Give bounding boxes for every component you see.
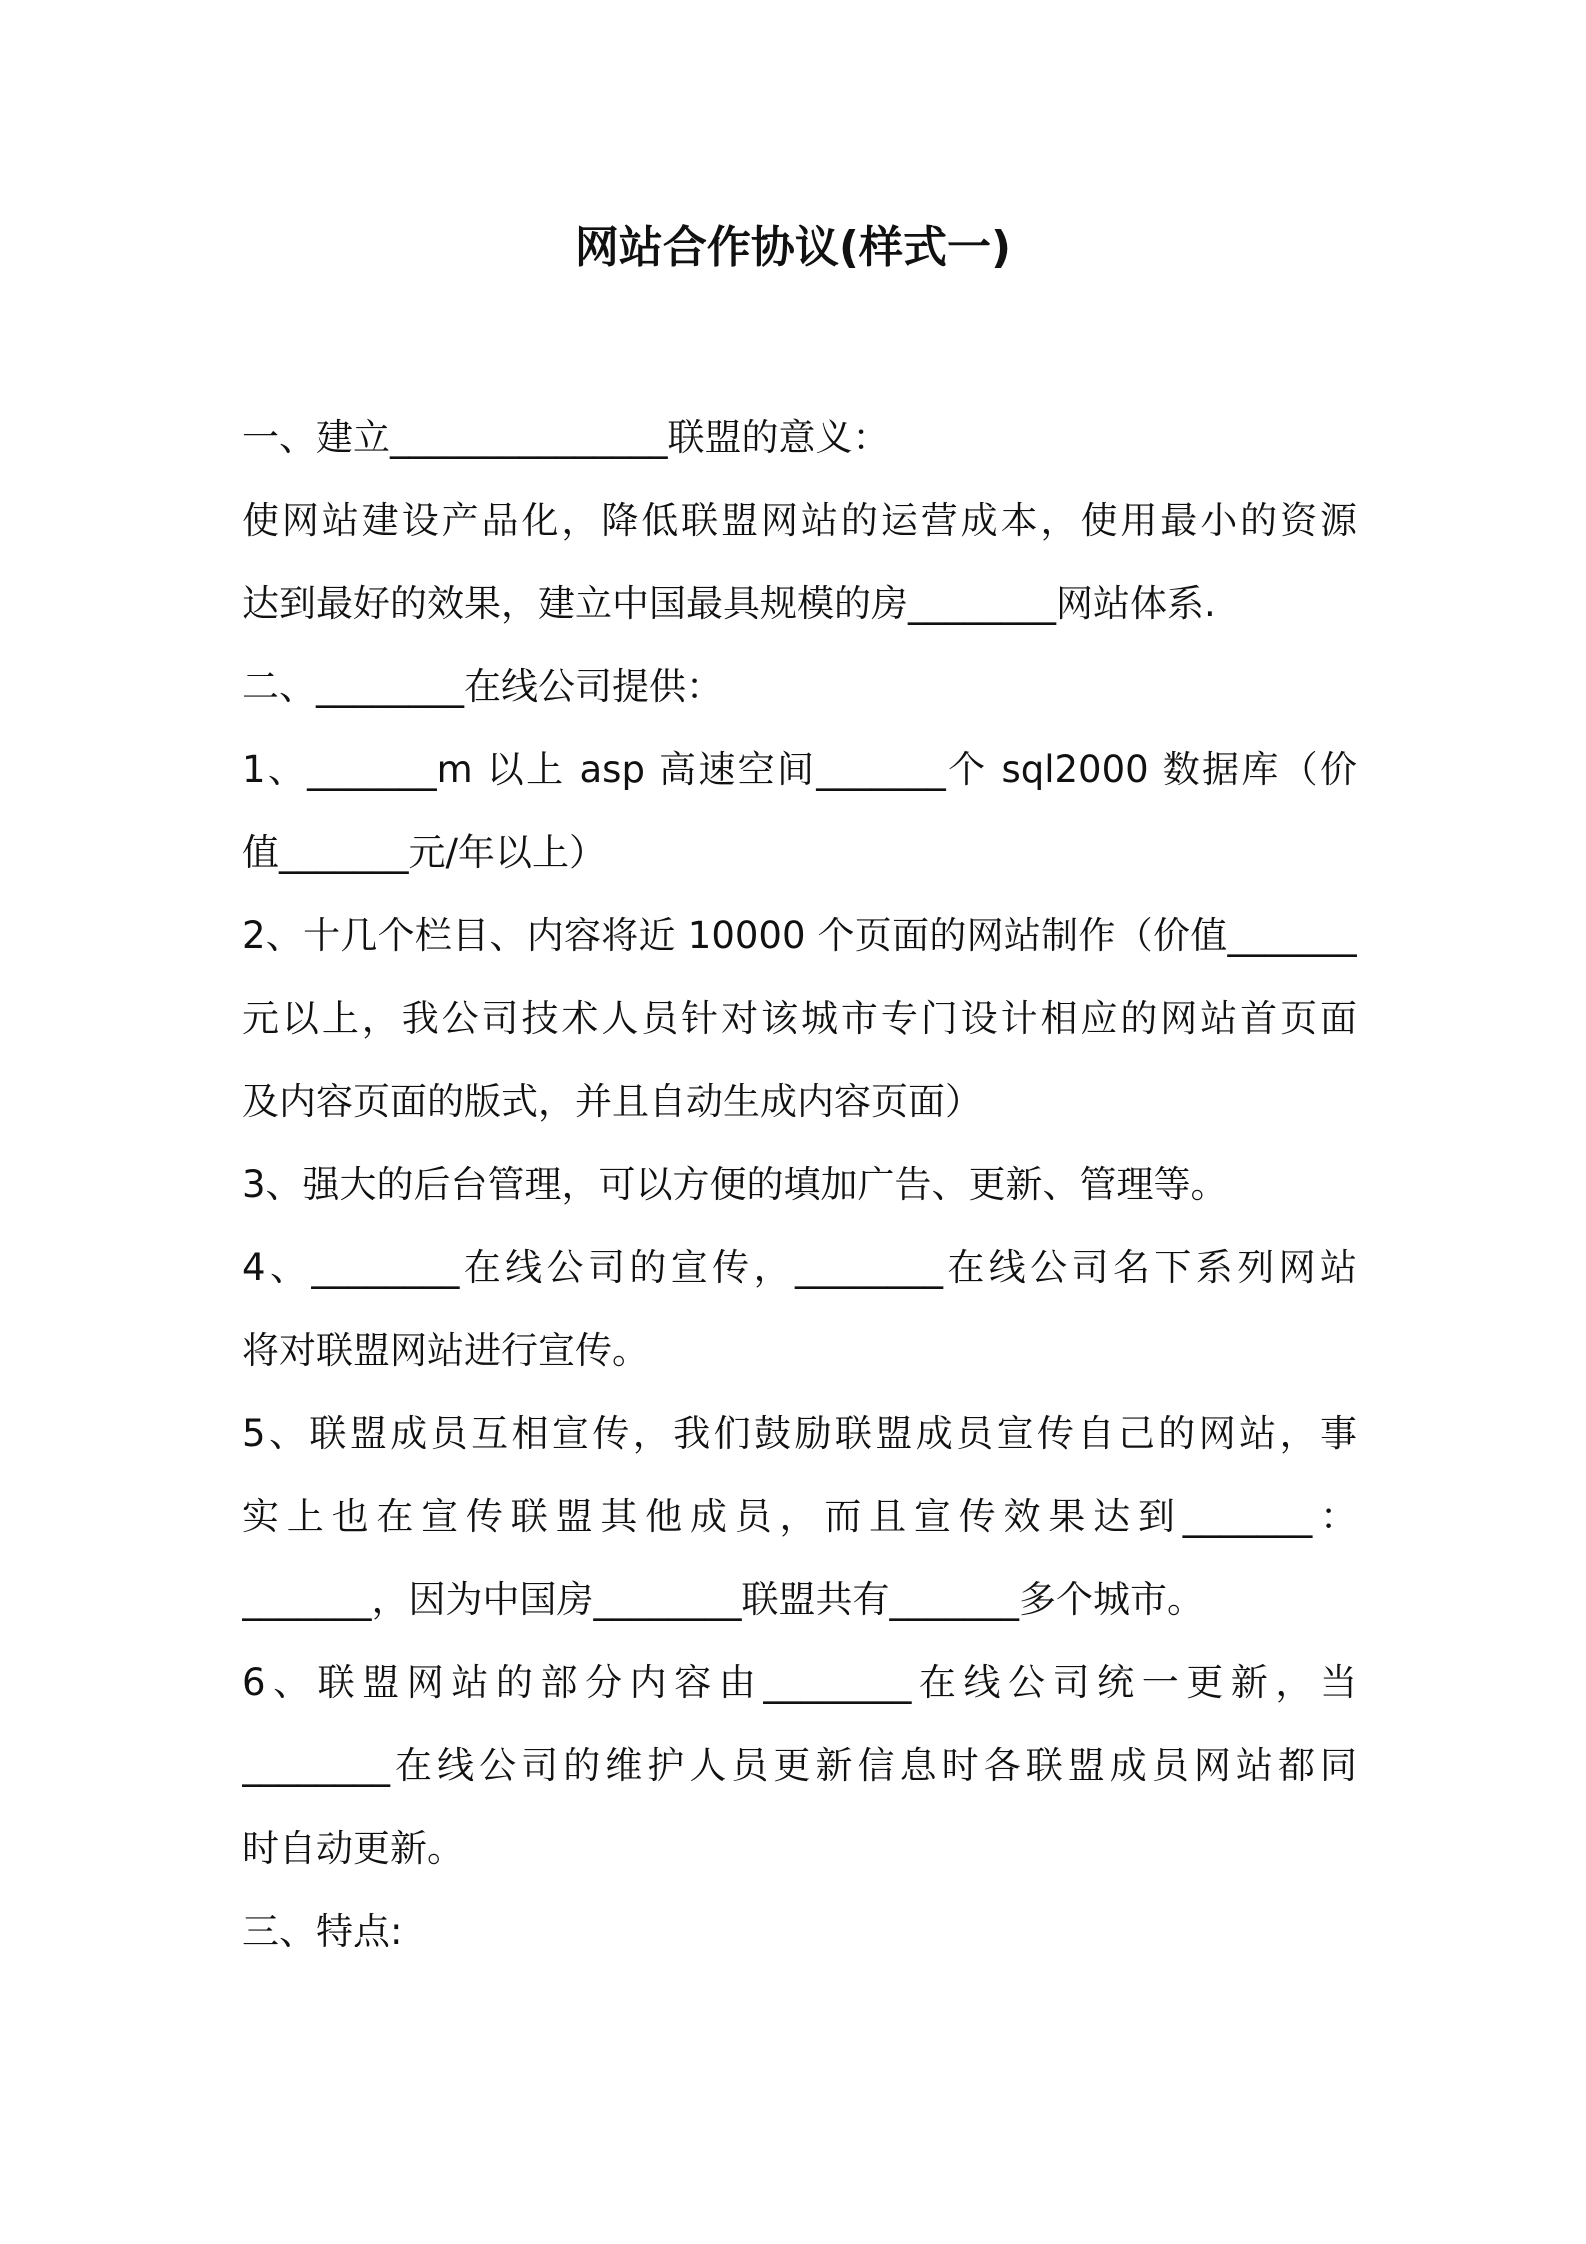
list-item-3-line: 3、强大的后台管理，可以方便的填加广告、更新、管理等。 [242,1163,1228,1206]
heading-section-3: 三、特点: [242,1910,403,1953]
list-item-2-line: 2、十几个栏目、内容将近 10000 个页面的网站制作（价值_______ [242,914,1357,957]
list-item-5-line: _______，因为中国房________联盟共有_______多个城市。 [242,1578,1204,1621]
paragraph-line: 达到最好的效果，建立中国最具规模的房________网站体系. [242,582,1216,625]
document-title: 网站合作协议(样式一) [574,222,1012,273]
paragraph-line: 使网站建设产品化，降低联盟网站的运营成本，使用最小的资源 [242,499,1357,542]
list-item-6-line: ________在线公司的维护人员更新信息时各联盟成员网站都同 [242,1744,1357,1787]
list-item-5-line: 5、联盟成员互相宣传，我们鼓励联盟成员宣传自己的网站，事 [242,1412,1357,1455]
list-item-4-line: 将对联盟网站进行宣传。 [242,1329,649,1372]
list-item-2-line: 及内容页面的版式，并且自动生成内容页面） [242,1080,982,1123]
list-item-2-line: 元以上，我公司技术人员针对该城市专门设计相应的网站首页面 [242,997,1357,1040]
list-item-6-line: 6、联盟网站的部分内容由________在线公司统一更新，当 [242,1661,1357,1704]
list-item-5-line: 实上也在宣传联盟其他成员，而且宣传效果达到_______： [242,1495,1357,1538]
heading-section-1: 一、建立_______________联盟的意义： [242,416,890,459]
list-item-1-line: 1、_______m 以上 asp 高速空间_______个 sql2000 数据库（价 [242,748,1357,791]
list-item-4-line: 4、________在线公司的宣传，________在线公司名下系列网站 [242,1246,1357,1289]
heading-section-2: 二、________在线公司提供： [242,665,723,708]
list-item-1-line: 值_______元/年以上） [242,831,606,874]
list-item-6-line: 时自动更新。 [242,1827,464,1870]
